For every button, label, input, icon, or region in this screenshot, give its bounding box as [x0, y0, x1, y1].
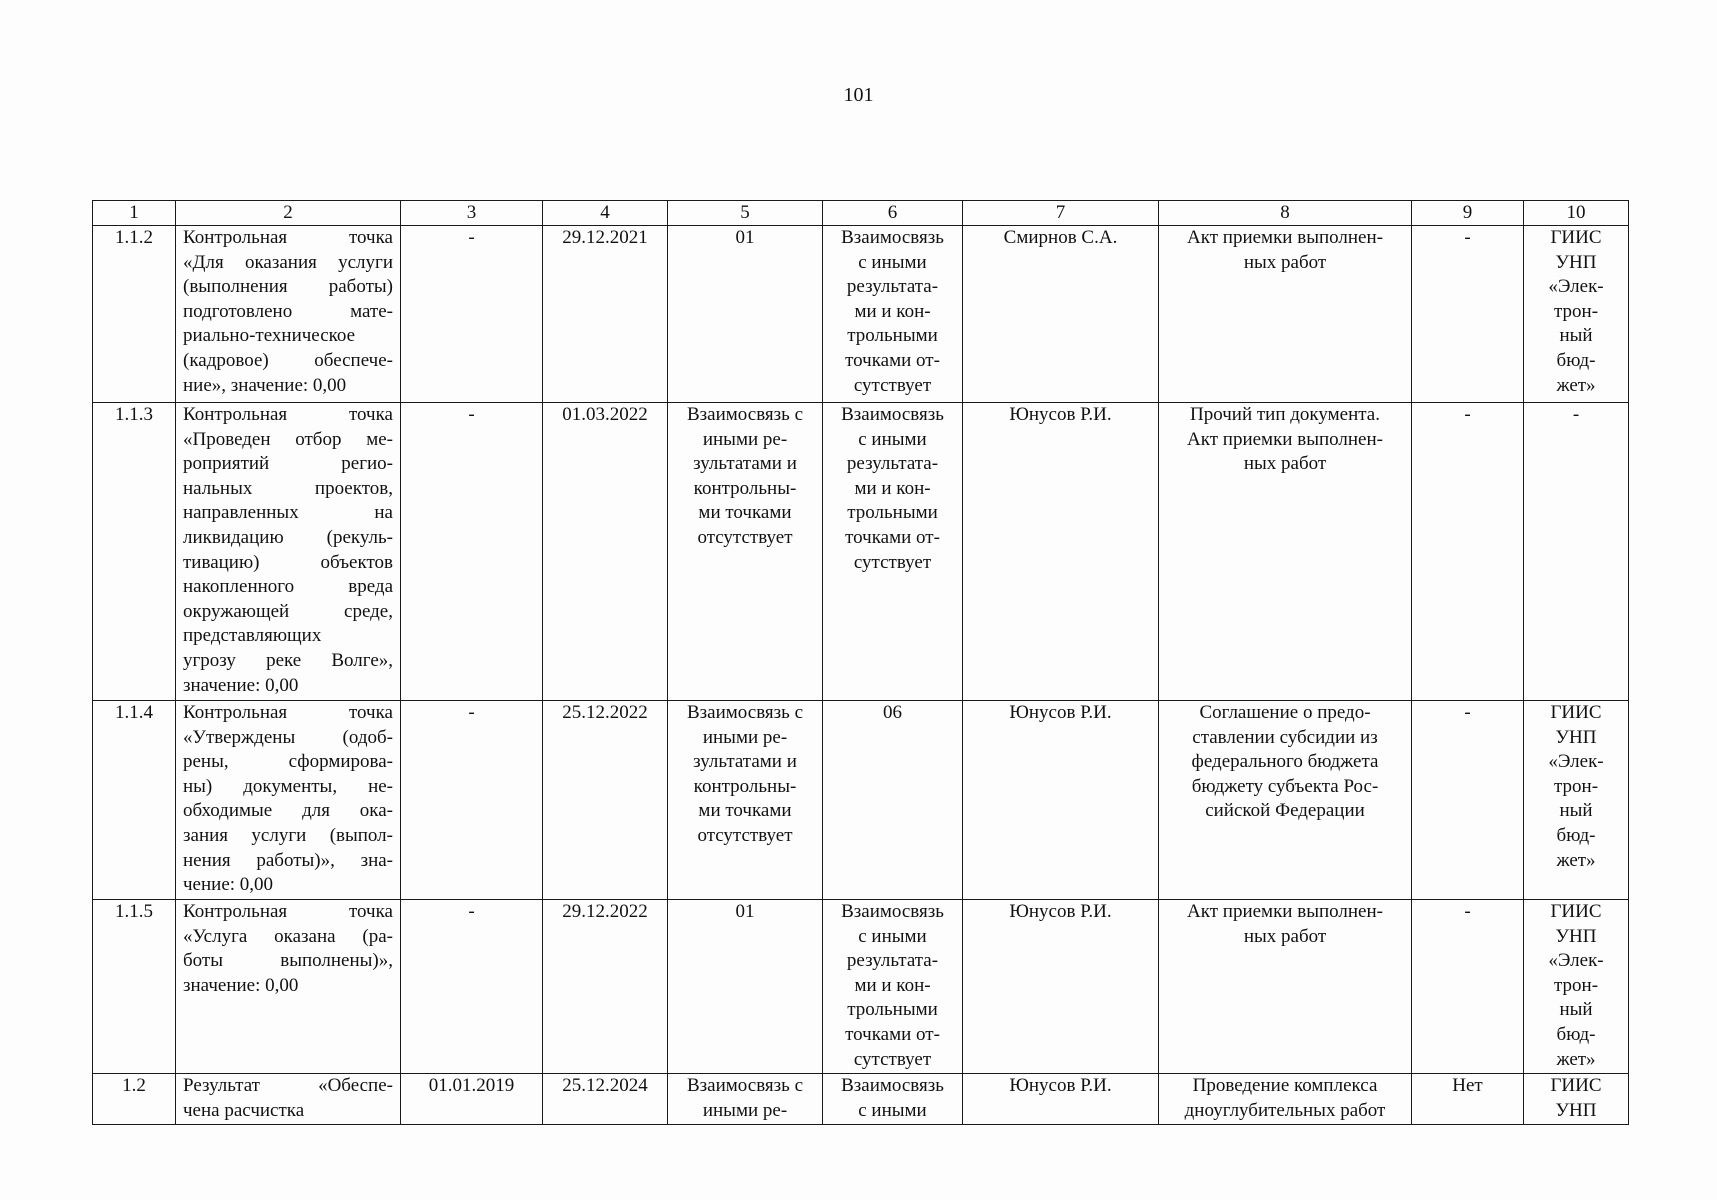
- control-point-name-cell-line: рены, сформирова-: [183, 751, 393, 773]
- successor-link-cell: [823, 900, 963, 1074]
- successor-link-cell-line: трольными: [847, 325, 938, 347]
- predecessor-link-cell: [668, 900, 823, 1074]
- confirming-document-cell-line: Акт приемки выполнен-: [1187, 901, 1383, 922]
- information-system-cell-line: «Элек-: [1548, 276, 1604, 298]
- information-system-cell-line: УНП: [1555, 726, 1597, 748]
- information-system-cell: [1524, 403, 1629, 701]
- predecessor-link-cell-line: иными ре-: [702, 726, 788, 748]
- successor-link-cell-line: 06: [883, 702, 902, 723]
- column-number: 6: [823, 201, 963, 226]
- confirming-document-cell-line: сийской Федерации: [1205, 800, 1365, 822]
- column-9-cell: -: [1412, 701, 1524, 900]
- successor-link-cell-line: с иными: [858, 1099, 927, 1121]
- information-system-cell-line: ный: [1559, 999, 1593, 1021]
- successor-link-cell-line: ми и кон-: [854, 477, 931, 499]
- start-date-cell: 01.01.2019: [401, 1074, 543, 1125]
- column-number: 3: [401, 201, 543, 226]
- successor-link-cell-line: трольными: [847, 502, 938, 524]
- successor-link-cell-line: с иными: [858, 428, 927, 450]
- column-number: 9: [1412, 201, 1524, 226]
- control-point-name-cell-line: роприятий регио-: [183, 453, 393, 475]
- confirming-document-cell-line: бюджету субъекта Рос-: [1191, 775, 1379, 797]
- successor-link-cell-line: сутствует: [853, 551, 932, 573]
- column-number: 1: [93, 201, 176, 226]
- confirming-document-cell-line: Соглашение о предо-: [1199, 702, 1371, 723]
- information-system-cell-line: бюд-: [1556, 349, 1596, 371]
- end-date-cell: 25.12.2024: [543, 1074, 668, 1125]
- column-9-cell: -: [1412, 900, 1524, 1074]
- successor-link-cell-line: сутствует: [853, 374, 932, 396]
- predecessor-link-cell-line: 01: [735, 227, 755, 248]
- row-number-cell: 1.1.4: [93, 701, 176, 900]
- control-point-name-cell-line: значение: 0,00: [183, 974, 299, 996]
- predecessor-link-cell-line: зультатами и: [693, 751, 797, 773]
- successor-link-cell-line: результата-: [846, 276, 939, 298]
- control-point-name-cell-line: обходимые для ока-: [183, 800, 393, 822]
- control-point-name-cell: [176, 226, 401, 403]
- column-number: 4: [543, 201, 668, 226]
- control-point-name-cell-line: накопленного вреда: [183, 576, 393, 598]
- table-row: [93, 701, 1629, 900]
- control-point-name-cell-line: «Утверждены (одоб-: [183, 726, 393, 748]
- control-point-name-cell-line: направленных на: [183, 502, 393, 524]
- control-point-name-cell-line: «Проведен отбор ме-: [183, 428, 393, 450]
- confirming-document-cell-line: Акт приемки выполнен-: [1187, 428, 1383, 450]
- end-date-cell: 29.12.2022: [543, 900, 668, 1074]
- information-system-cell: [1524, 701, 1629, 900]
- control-point-name-cell-line: (кадровое) обеспече-: [183, 349, 393, 371]
- responsible-person-cell: Юнусов Р.И.: [963, 403, 1159, 701]
- control-point-name-cell: [176, 1074, 401, 1125]
- successor-link-cell-line: точками от-: [845, 526, 940, 548]
- information-system-cell-line: трон-: [1553, 974, 1599, 996]
- control-point-name-cell-line: Контрольная точка: [183, 227, 393, 248]
- control-point-name-cell-line: Контрольная точка: [183, 404, 393, 425]
- control-point-name-cell: [176, 701, 401, 900]
- confirming-document-cell-line: ных работ: [1243, 925, 1327, 947]
- successor-link-cell-line: Взаимосвязь: [841, 404, 944, 425]
- successor-link-cell-line: ми и кон-: [854, 300, 931, 322]
- predecessor-link-cell-line: ми точками: [698, 800, 792, 822]
- information-system-cell-line: -: [1572, 404, 1580, 425]
- column-9-cell: Нет: [1412, 1074, 1524, 1125]
- predecessor-link-cell: [668, 226, 823, 403]
- control-point-name-cell-line: зания услуги (выпол-: [183, 824, 393, 846]
- confirming-document-cell-line: федерального бюджета: [1191, 751, 1379, 773]
- control-point-name-cell-line: значение: 0,00: [183, 674, 299, 696]
- control-point-name-cell-line: подготовлено мате-: [183, 300, 393, 322]
- predecessor-link-cell-line: отсутствует: [697, 526, 793, 548]
- table-row: [93, 226, 1629, 403]
- information-system-cell-line: ГИИС: [1550, 227, 1602, 248]
- column-number: 8: [1159, 201, 1412, 226]
- information-system-cell-line: УНП: [1555, 925, 1597, 947]
- information-system-cell-line: УНП: [1555, 1099, 1597, 1121]
- control-point-name-cell-line: нения работы)», зна-: [183, 849, 393, 871]
- information-system-cell: [1524, 1074, 1629, 1125]
- confirming-document-cell-line: ставлении субсидии из: [1192, 726, 1378, 748]
- information-system-cell: [1524, 226, 1629, 403]
- control-point-name-cell-line: (выполнения работы): [183, 276, 393, 298]
- information-system-cell-line: ный: [1559, 325, 1593, 347]
- predecessor-link-cell-line: отсутствует: [697, 824, 793, 846]
- control-point-name-cell-line: ликвидацию (рекуль-: [183, 526, 393, 548]
- control-point-name-cell-line: угрозу реке Волге»,: [183, 649, 393, 671]
- confirming-document-cell: [1159, 403, 1412, 701]
- successor-link-cell-line: с иными: [858, 251, 927, 273]
- table-row: [93, 900, 1629, 1074]
- predecessor-link-cell-line: контрольны-: [693, 775, 797, 797]
- information-system-cell-line: «Элек-: [1548, 751, 1604, 773]
- information-system-cell-line: жет»: [1556, 374, 1596, 396]
- predecessor-link-cell-line: иными ре-: [702, 428, 788, 450]
- confirming-document-cell-line: ных работ: [1243, 453, 1327, 475]
- responsible-person-cell: Юнусов Р.И.: [963, 1074, 1159, 1125]
- information-system-cell: [1524, 900, 1629, 1074]
- responsible-person-cell: Смирнов С.А.: [963, 226, 1159, 403]
- information-system-cell-line: ГИИС: [1550, 702, 1602, 723]
- confirming-document-cell-line: Проведение комплекса: [1192, 1075, 1378, 1096]
- control-point-name-cell-line: представляющих: [183, 625, 322, 647]
- information-system-cell-line: жет»: [1556, 1048, 1596, 1070]
- successor-link-cell-line: трольными: [847, 999, 938, 1021]
- confirming-document-cell-line: Акт приемки выполнен-: [1187, 227, 1383, 248]
- predecessor-link-cell-line: Взаимосвязь с: [686, 702, 804, 723]
- column-number: 10: [1524, 201, 1629, 226]
- row-number-cell: 1.2: [93, 1074, 176, 1125]
- end-date-cell: 01.03.2022: [543, 403, 668, 701]
- control-point-name-cell-line: окружающей среде,: [183, 600, 393, 622]
- control-point-name-cell-line: риально-техническое: [183, 325, 356, 347]
- table-row: [93, 403, 1629, 701]
- successor-link-cell-line: с иными: [858, 925, 927, 947]
- predecessor-link-cell: [668, 1074, 823, 1125]
- successor-link-cell-line: сутствует: [853, 1048, 932, 1070]
- successor-link-cell-line: ми и кон-: [854, 974, 931, 996]
- responsible-person-cell: Юнусов Р.И.: [963, 900, 1159, 1074]
- confirming-document-cell: [1159, 701, 1412, 900]
- responsible-person-cell: Юнусов Р.И.: [963, 701, 1159, 900]
- row-number-cell: 1.1.5: [93, 900, 176, 1074]
- control-point-name-cell-line: ние», значение: 0,00: [183, 374, 347, 396]
- row-number-cell: 1.1.3: [93, 403, 176, 701]
- control-point-name-cell-line: чена расчистка: [183, 1099, 305, 1121]
- confirming-document-cell-line: Прочий тип документа.: [1190, 404, 1380, 425]
- successor-link-cell: [823, 701, 963, 900]
- row-number-cell: 1.1.2: [93, 226, 176, 403]
- information-system-cell-line: бюд-: [1556, 824, 1596, 846]
- successor-link-cell-line: точками от-: [845, 1023, 940, 1045]
- predecessor-link-cell: [668, 403, 823, 701]
- successor-link-cell: [823, 1074, 963, 1125]
- successor-link-cell-line: точками от-: [845, 349, 940, 371]
- information-system-cell-line: жет»: [1556, 849, 1596, 871]
- predecessor-link-cell: [668, 701, 823, 900]
- column-9-cell: -: [1412, 226, 1524, 403]
- successor-link-cell-line: Взаимосвязь: [841, 901, 944, 922]
- start-date-cell: -: [401, 701, 543, 900]
- confirming-document-cell: [1159, 226, 1412, 403]
- information-system-cell-line: УНП: [1555, 251, 1597, 273]
- page-number: 101: [843, 84, 874, 106]
- column-number: 7: [963, 201, 1159, 226]
- information-system-cell-line: «Элек-: [1548, 950, 1604, 972]
- predecessor-link-cell-line: зультатами и: [693, 453, 797, 475]
- predecessor-link-cell-line: иными ре-: [702, 1099, 788, 1121]
- start-date-cell: -: [401, 900, 543, 1074]
- successor-link-cell: [823, 403, 963, 701]
- control-point-name-cell-line: тивацию) объектов: [183, 551, 393, 573]
- confirming-document-cell-line: дноуглубительных работ: [1184, 1099, 1386, 1121]
- confirming-document-cell: [1159, 900, 1412, 1074]
- information-system-cell-line: ный: [1559, 800, 1593, 822]
- confirming-document-cell-line: ных работ: [1243, 251, 1327, 273]
- column-number-row: [93, 201, 1629, 226]
- predecessor-link-cell-line: Взаимосвязь с: [686, 1075, 804, 1096]
- control-point-name-cell-line: Контрольная точка: [183, 901, 393, 922]
- information-system-cell-line: бюд-: [1556, 1023, 1596, 1045]
- predecessor-link-cell-line: контрольны-: [693, 477, 797, 499]
- confirming-document-cell: [1159, 1074, 1412, 1125]
- end-date-cell: 25.12.2022: [543, 701, 668, 900]
- table-row: [93, 1074, 1629, 1125]
- end-date-cell: 29.12.2021: [543, 226, 668, 403]
- control-point-name-cell-line: боты выполнены)»,: [183, 950, 393, 972]
- predecessor-link-cell-line: Взаимосвязь с: [686, 404, 804, 425]
- predecessor-link-cell-line: 01: [735, 901, 755, 922]
- column-number: 2: [176, 201, 401, 226]
- control-point-name-cell: [176, 900, 401, 1074]
- successor-link-cell-line: результата-: [846, 453, 939, 475]
- control-points-table: [92, 200, 1629, 1125]
- information-system-cell-line: ГИИС: [1550, 1075, 1602, 1096]
- control-point-name-cell: [176, 403, 401, 701]
- successor-link-cell-line: Взаимосвязь: [841, 1075, 944, 1096]
- information-system-cell-line: трон-: [1553, 775, 1599, 797]
- control-point-name-cell-line: Контрольная точка: [183, 702, 393, 723]
- start-date-cell: -: [401, 226, 543, 403]
- column-number: 5: [668, 201, 823, 226]
- control-point-name-cell-line: чение: 0,00: [183, 874, 274, 896]
- column-9-cell: -: [1412, 403, 1524, 701]
- information-system-cell-line: трон-: [1553, 300, 1599, 322]
- successor-link-cell: [823, 226, 963, 403]
- successor-link-cell-line: результата-: [846, 950, 939, 972]
- start-date-cell: -: [401, 403, 543, 701]
- control-point-name-cell-line: Результат «Обеспе-: [183, 1075, 393, 1096]
- information-system-cell-line: ГИИС: [1550, 901, 1602, 922]
- successor-link-cell-line: Взаимосвязь: [841, 227, 944, 248]
- predecessor-link-cell-line: ми точками: [698, 502, 792, 524]
- control-point-name-cell-line: нальных проектов,: [183, 477, 393, 499]
- control-point-name-cell-line: «Услуга оказана (ра-: [183, 925, 393, 947]
- control-point-name-cell-line: «Для оказания услуги: [183, 251, 393, 273]
- control-point-name-cell-line: ны) документы, не-: [183, 775, 393, 797]
